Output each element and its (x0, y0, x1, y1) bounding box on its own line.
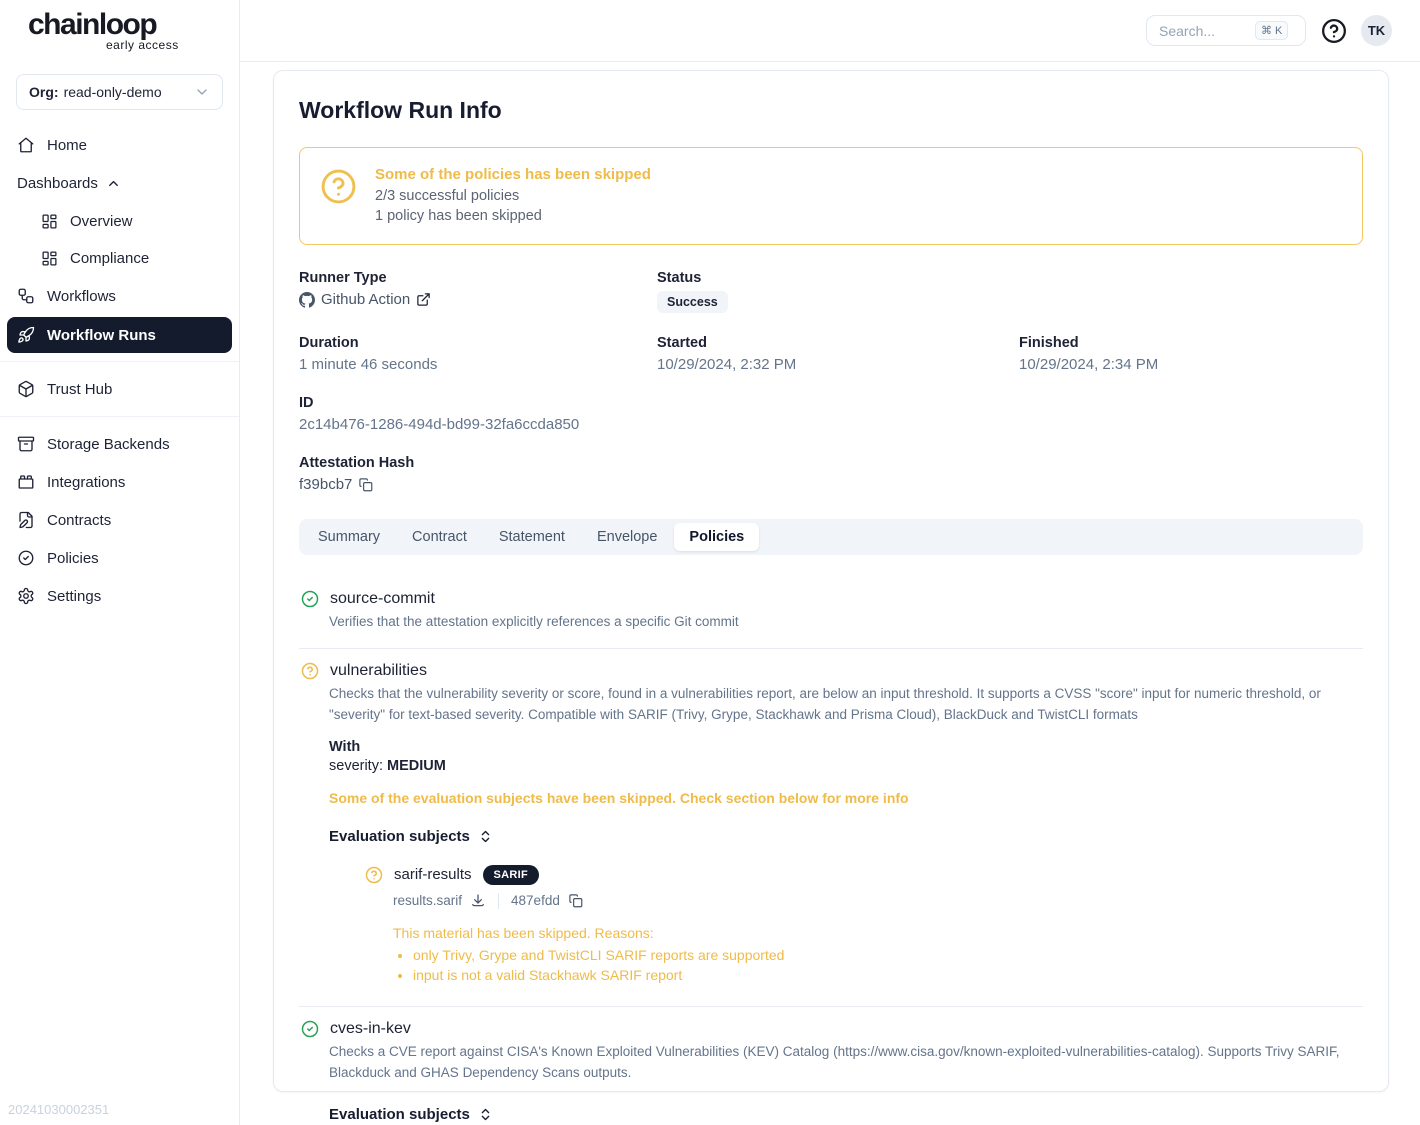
gear-icon (17, 587, 35, 605)
started-value: 10/29/2024, 2:32 PM (657, 356, 797, 373)
skipped-reason: • only Trivy, Grype and TwistCLI SARIF reports are supported (413, 947, 1361, 963)
subject-digest: 487efdd (511, 893, 560, 909)
sidebar-item-trust-hub[interactable] (0, 370, 239, 408)
avatar-initials: TK (1367, 23, 1386, 38)
package-icon (17, 380, 35, 398)
alert-title: Some of the policies has been skipped (375, 166, 651, 183)
logo-text: chainloop (28, 8, 157, 41)
sidebar-item-label: Home (47, 136, 88, 154)
question-circle-icon (301, 662, 319, 680)
sidebar-item-label: Settings (47, 587, 102, 605)
subject-name: sarif-results (394, 866, 472, 884)
sidebar-item-label: Workflows (47, 287, 116, 305)
skipped-policies-alert (299, 147, 1363, 245)
meta-label: Started (657, 335, 707, 351)
policy-description: Verifies that the attestation explicitly references a specific Git commit (329, 614, 739, 629)
policy-cves-in-kev (299, 1006, 1363, 1125)
question-circle-icon (320, 168, 357, 210)
run-tabs (299, 519, 1363, 555)
vertical-divider (498, 893, 499, 909)
org-label: Org: (29, 84, 59, 100)
external-link-icon[interactable] (416, 292, 431, 307)
dashboard-icon (41, 250, 58, 267)
sidebar-item-overview[interactable] (0, 203, 239, 240)
with-value: MEDIUM (387, 757, 446, 774)
sidebar-item-settings[interactable] (0, 577, 239, 615)
alert-line-2: 1 policy has been skipped (375, 208, 542, 224)
finished-value: 10/29/2024, 2:34 PM (1019, 356, 1159, 373)
evaluation-subjects-toggle[interactable] (329, 828, 1361, 845)
skipped-reasons-list (413, 947, 1361, 983)
subject-skipped-block (393, 925, 1361, 983)
duration-value: 1 minute 46 seconds (299, 356, 438, 373)
meta-runner-type (299, 270, 657, 313)
sidebar-item-storage-backends[interactable] (0, 425, 239, 463)
sidebar-divider (0, 361, 239, 362)
file-pen-icon (17, 511, 35, 529)
meta-label: ID (299, 395, 314, 411)
sidebar-divider (0, 416, 239, 417)
attestation-hash-value: f39bcb7 (299, 476, 353, 493)
dashboard-icon (41, 213, 58, 230)
archive-icon (17, 435, 35, 453)
sidebar-item-contracts[interactable] (0, 501, 239, 539)
chevrons-up-down-icon (478, 829, 493, 844)
org-value: read-only-demo (63, 84, 162, 100)
subject-filename: results.sarif (393, 893, 463, 909)
page-title: Workflow Run Info (299, 97, 502, 123)
sidebar-section-dashboards[interactable] (0, 164, 239, 203)
github-icon (299, 292, 315, 308)
sidebar-item-compliance[interactable] (0, 240, 239, 277)
help-button[interactable] (1320, 17, 1347, 44)
status-badge: Success (657, 291, 728, 313)
sidebar-section-label: Dashboards (17, 175, 98, 192)
avatar[interactable] (1361, 15, 1392, 46)
download-icon[interactable] (470, 893, 486, 909)
sidebar-item-workflow-runs[interactable] (7, 317, 232, 353)
policy-description: Checks that the vulnerability severity or score, found in a vulnerabilities report, are below an input threshold. It supports a CVSS "score" input for numeric threshold, or "severity" for text-based severity. Compatible with SARIF (Trivy, Grype, Stackhawk and Prisma Cloud), BlackDuck and TwistCLI formats (329, 685, 1321, 722)
meta-label: Status (657, 270, 702, 286)
chevron-down-icon (194, 84, 210, 100)
workflow-icon (17, 287, 35, 305)
subject-type-badge: SARIF (483, 865, 540, 885)
copy-icon[interactable] (358, 477, 373, 492)
policy-description: Checks a CVE report against CISA's Known Exploited Vulnerabilities (KEV) Catalog (https://www.cisa.gov/known-exploited-vulnerabilities-catalog). Supports Trivy SARIF, Blackduck and GHAS Dependency Scans outputs. (329, 1043, 1340, 1080)
evaluation-subjects-toggle[interactable] (329, 1106, 1361, 1123)
sidebar-item-label: Integrations (47, 473, 126, 491)
question-circle-icon (365, 866, 383, 884)
tab-summary[interactable]: Summary (318, 529, 381, 545)
evaluation-subjects-label: Evaluation subjects (329, 1105, 470, 1123)
policy-source-commit (299, 577, 1363, 648)
policy-name: source-commit (330, 590, 435, 607)
search-shortcut-kbd: ⌘ K (1255, 21, 1288, 40)
tab-policies[interactable]: Policies (674, 523, 759, 551)
copy-icon[interactable] (568, 893, 583, 908)
sidebar-item-label: Storage Backends (47, 435, 170, 453)
meta-label: Finished (1019, 335, 1079, 351)
sidebar-item-integrations[interactable] (0, 463, 239, 501)
help-circle-icon (1321, 18, 1347, 44)
sidebar-item-policies[interactable] (0, 539, 239, 577)
org-selector[interactable] (16, 74, 223, 110)
meta-attestation-hash (299, 455, 1363, 493)
chevrons-up-down-icon (478, 1107, 493, 1122)
sidebar-item-label: Trust Hub (47, 380, 113, 398)
evaluation-subject-sarif-results (365, 865, 1361, 983)
meta-label: Attestation Hash (299, 455, 415, 471)
meta-id (299, 395, 1363, 433)
main-content (240, 62, 1420, 1125)
search-box[interactable] (1146, 15, 1306, 46)
policy-vulnerabilities (299, 648, 1363, 1006)
chainloop-logo (0, 0, 239, 62)
with-label: With (329, 738, 361, 755)
meta-status (657, 270, 1019, 313)
brick-icon (17, 473, 35, 491)
meta-finished (1019, 335, 1363, 373)
logo-tagline: early access (106, 38, 179, 52)
check-circle-icon (301, 590, 319, 608)
sidebar-item-workflows[interactable] (0, 277, 239, 315)
topbar (240, 0, 1420, 62)
skipped-warning: Some of the evaluation subjects have been skipped. Check section below for more info (329, 789, 909, 806)
home-icon (17, 136, 35, 154)
rocket-icon (17, 326, 35, 344)
alert-line-1: 2/3 successful policies (375, 188, 520, 204)
runner-type-link[interactable]: Github Action (321, 291, 411, 308)
badge-check-icon (17, 549, 35, 567)
tab-statement[interactable]: Statement (498, 529, 565, 545)
chevron-up-icon (106, 176, 121, 191)
sidebar (0, 0, 240, 1125)
sidebar-item-label: Workflow Runs (47, 326, 156, 344)
sidebar-item-home[interactable] (0, 126, 239, 164)
sidebar-item-label: Compliance (70, 250, 150, 267)
check-circle-icon (301, 1020, 319, 1038)
with-key: severity: (329, 757, 383, 774)
sidebar-item-label: Overview (70, 213, 133, 230)
build-version: 20241030002351 (8, 1102, 110, 1117)
meta-duration (299, 335, 657, 373)
sidebar-item-label: Policies (47, 549, 99, 567)
skipped-reasons-title: This material has been skipped. Reasons: (393, 924, 654, 941)
run-id-value: 2c14b476-1286-494d-bd99-32fa6ccda850 (299, 416, 580, 433)
tab-envelope[interactable]: Envelope (596, 529, 658, 545)
evaluation-subjects-label: Evaluation subjects (329, 827, 470, 845)
meta-label: Runner Type (299, 270, 387, 286)
search-input[interactable] (1159, 23, 1249, 39)
skipped-reason: • input is not a valid Stackhawk SARIF report (413, 967, 1361, 983)
workflow-run-card (273, 70, 1389, 1123)
sidebar-item-label: Contracts (47, 511, 112, 529)
policy-name: cves-in-kev (330, 1019, 411, 1037)
sidebar-nav (0, 120, 239, 621)
tab-contract[interactable]: Contract (412, 529, 467, 545)
run-metadata (299, 270, 1363, 493)
policy-name: vulnerabilities (330, 661, 427, 679)
meta-started (657, 335, 1019, 373)
meta-label: Duration (299, 335, 359, 351)
